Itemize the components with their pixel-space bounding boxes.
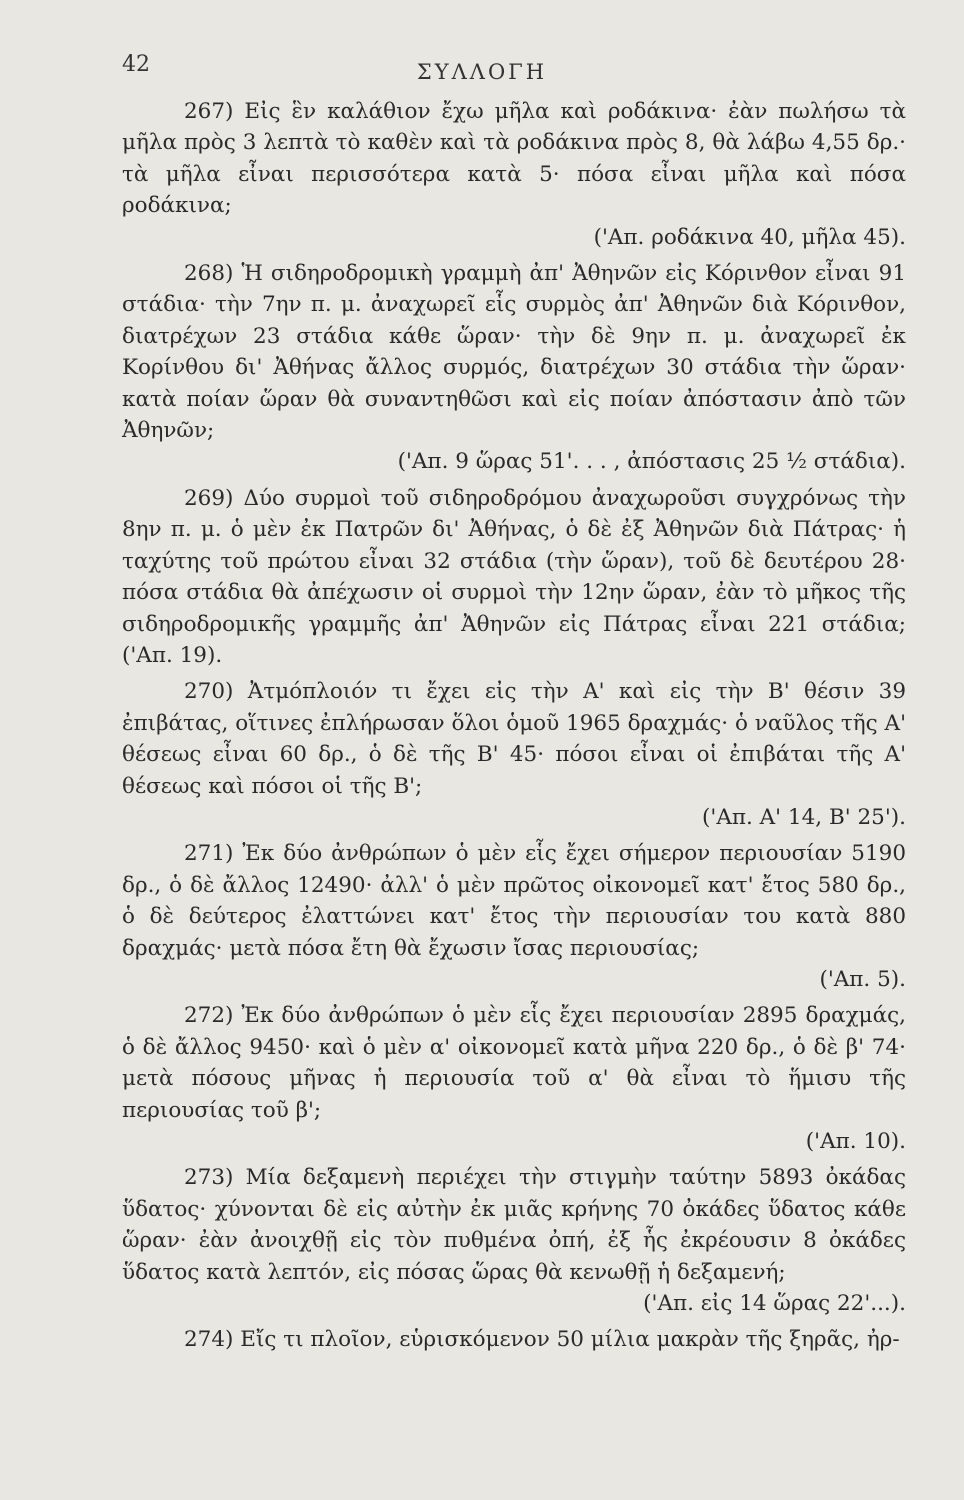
problem-answer: ('Απ. Α' 14, Β' 25').: [702, 804, 906, 830]
problem-274: [122, 1324, 906, 1355]
problem-text: 274) Εἴς τι πλοῖον, εὑρισκόμενον 50 μίλια μακρὰν τῆς ξηρᾶς, ἠρ-: [184, 1327, 900, 1353]
problem-271: [122, 838, 906, 995]
problem-answer: ('Απ. 5).: [819, 966, 906, 992]
problem-text: 269) Δύο συρμοὶ τοῦ σιδηροδρόμου ἀναχωροῦσι συγχρόνως τὴν 8ην π. μ. ὁ μὲν ἐκ Πατρῶν δι' Ἀθήνας, ὁ δὲ ἐξ Ἀθηνῶν διὰ Πάτρας· ἡ ταχύτης τοῦ πρώτου εἶναι 32 στάδια (τὴν ὥραν), τοῦ δὲ δευτέρου 28· πόσα στάδια θὰ ἀπέχωσιν οἱ συρμοὶ τὴν 12ην ὥραν, ἐὰν τὸ μῆκος τῆς σιδηροδρομικῆς γραμμῆς ἀπ' Ἀθηνῶν εἰς Πάτρας εἶναι 221 στάδια; ('Απ. 19).: [122, 485, 906, 668]
problem-270: [122, 676, 906, 833]
problem-text: 271) Ἐκ δύο ἀνθρώπων ὁ μὲν εἷς ἔχει σήμερον περιουσίαν 5190 δρ., ὁ δὲ ἄλλος 12490· ἀλλ' ὁ μὲν πρῶτος οἰκονομεῖ κατ' ἔτος 580 δρ., ὁ δὲ δεύτερος ἐλαττώνει κατ' ἔτος τὴν περιουσίαν του κατὰ 880 δραχμάς· μετὰ πόσα ἔτη θὰ ἔχωσιν ἴσας περιουσίας;: [122, 841, 906, 961]
problem-269: [122, 483, 906, 671]
running-head: ΣΥΛΛΟΓΗ: [416, 60, 548, 84]
problem-answer: ('Απ. 10).: [805, 1129, 906, 1154]
problem-text: 272) Ἐκ δύο ἀνθρώπων ὁ μὲν εἷς ἔχει περιουσίαν 2895 δραχμάς, ὁ δὲ ἄλλος 9450· καὶ ὁ μὲν α' οἰκονομεῖ κατὰ μῆνα 220 δρ., ὁ δὲ β' 74· μετὰ πόσους μῆνας ἡ περιουσία τοῦ α' θὰ εἶναι τὸ ἥμισυ τῆς περιουσίας τοῦ β';: [122, 1003, 906, 1123]
problem-text: 273) Μία δεξαμενὴ περιέχει τὴν στιγμὴν ταύτην 5893 ὀκάδας ὕδατος· χύνονται δὲ εἰς αὐτὴν ἐκ μιᾶς κρήνης 70 ὀκάδες ὕδατος κάθε ὥραν· ἐὰν ἀνοιχθῇ εἰς τὸν πυθμένα ὀπή, ἐξ ἧς ἐκρέουσιν 8 ὀκάδες ὕδατος κατὰ λεπτόν, εἰς πόσας ὥρας θὰ κενωθῇ ἡ δεξαμενή;: [122, 1165, 906, 1285]
problem-272: [122, 1000, 906, 1157]
problem-273: [122, 1162, 906, 1319]
problem-list: [122, 96, 906, 1361]
problem-answer: ('Απ. ροδάκινα 40, μῆλα 45).: [593, 224, 906, 250]
problem-answer: ('Απ. εἰς 14 ὥρας 22'...).: [643, 1291, 906, 1317]
problem-text: 268) Ἡ σιδηροδρομικὴ γραμμὴ ἀπ' Ἀθηνῶν εἰς Κόρινθον εἶναι 91 στάδια· τὴν 7ην π. μ. ἀναχωρεῖ εἷς συρμὸς ἀπ' Ἀθηνῶν διὰ Κόρινθον, διατρέχων 23 στάδια κάθε ὥραν· τὴν δὲ 9ην π. μ. ἀναχωρεῖ ἐκ Κορίνθου δι' Ἀθήνας ἄλλος συρμός, διατρέχων 30 στάδια τὴν ὥραν· κατὰ ποίαν ὥραν θὰ συναντηθῶσι καὶ εἰς ποίαν ἀπόστασιν ἀπὸ τῶν Ἀθηνῶν;: [122, 261, 906, 444]
page-number: 42: [122, 52, 150, 77]
problem-text: 270) Ἀτμόπλοιόν τι ἔχει εἰς τὴν Α' καὶ εἰς τὴν Β' θέσιν 39 ἐπιβάτας, οἵτινες ἐπλήρωσαν ὅλοι ὁμοῦ 1965 δραχμάς· ὁ ναῦλος τῆς Α' θέσεως εἶναι 60 δρ., ὁ δὲ τῆς Β' 45· πόσοι εἶναι οἱ ἐπιβάται τῆς Α' θέσεως καὶ πόσοι οἱ τῆς Β';: [122, 679, 906, 799]
problem-268: [122, 258, 906, 478]
problem-text: 267) Εἰς ἓν καλάθιον ἔχω μῆλα καὶ ροδάκινα· ἐὰν πωλήσω τὰ μῆλα πρὸς 3 λεπτὰ τὸ καθὲν καὶ τὰ ροδάκινα πρὸς 8, θὰ λάβω 4,55 δρ.· τὰ μῆλα εἶναι περισσότερα κατὰ 5· πόσα εἶναι μῆλα καὶ πόσα ροδάκινα;: [122, 99, 906, 219]
problem-267: [122, 96, 906, 253]
problem-answer: ('Απ. 9 ὥρας 51'. . . , ἀπόστασις 25 ½ στάδια).: [397, 449, 906, 475]
